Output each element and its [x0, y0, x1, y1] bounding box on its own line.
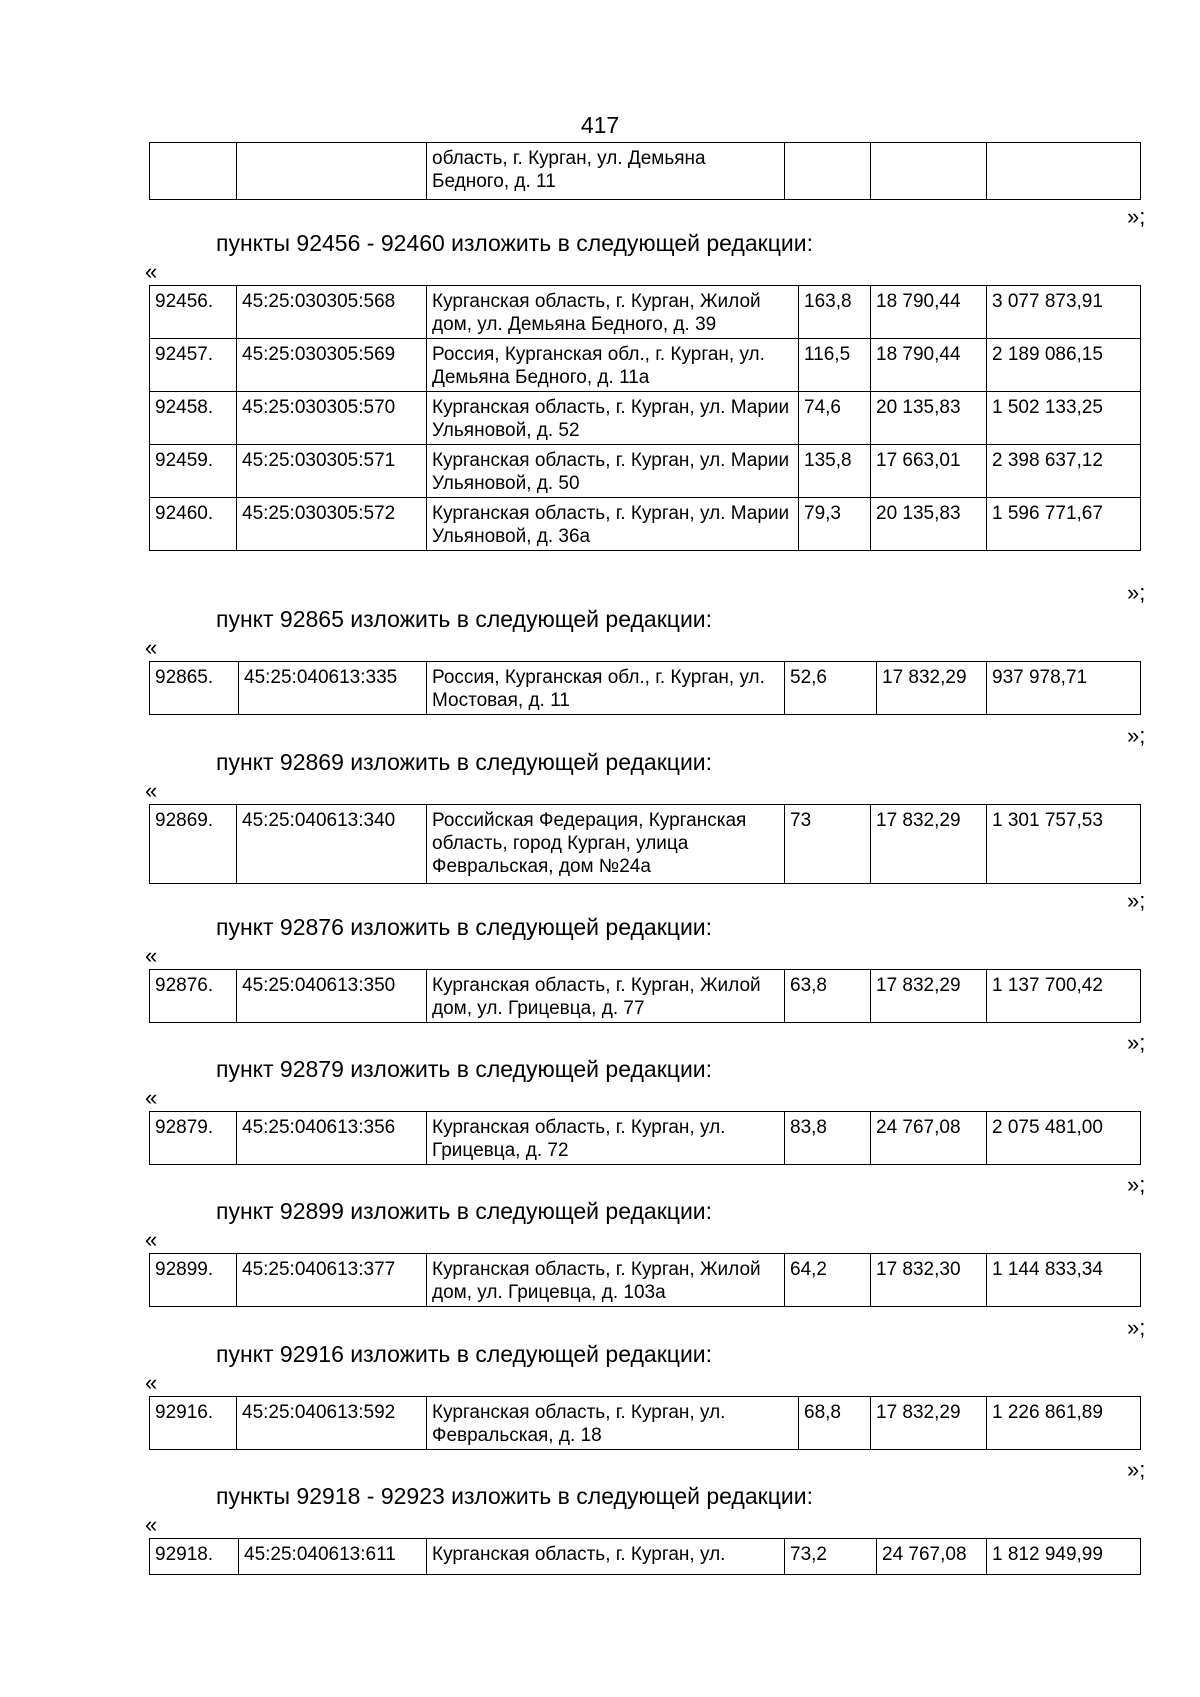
cell-total: 1 502 133,25 — [987, 392, 1141, 445]
cell-price: 17 832,30 — [871, 1254, 987, 1307]
cell-address: Курганская область, г. Курган, Жилой дом, ул. Грицевца, д. 103а — [427, 1254, 785, 1307]
cell-total: 3 077 873,91 — [987, 286, 1141, 339]
table-row — [150, 143, 1141, 200]
cell-area: 63,8 — [785, 970, 871, 1023]
table-row — [150, 1397, 1141, 1450]
cadastral-table — [149, 1111, 1141, 1165]
opening-quote: « — [145, 259, 158, 284]
cell-area: 73,2 — [785, 1539, 877, 1575]
closing-quote: »; — [1127, 580, 1146, 605]
cell-price: 17 832,29 — [871, 1397, 987, 1450]
cell-total: 1 596 771,67 — [987, 498, 1141, 551]
closing-quote: »; — [1127, 1315, 1146, 1340]
cadastral-table — [149, 1396, 1141, 1450]
cell-address: Россия, Курганская обл., г. Курган, ул. Мостовая, д. 11 — [427, 662, 785, 715]
cell-address: Курганская область, г. Курган, Жилой дом, ул. Демьяна Бедного, д. 39 — [427, 286, 799, 339]
cell-address: Курганская область, г. Курган, ул. — [427, 1539, 785, 1575]
closing-quote: »; — [1127, 1457, 1146, 1482]
cell-cadastral: 45:25:040613:350 — [237, 970, 427, 1023]
table-row — [150, 445, 1141, 498]
cell-area: 83,8 — [785, 1112, 871, 1165]
cell-address: Курганская область, г. Курган, ул. Февральская, д. 18 — [427, 1397, 799, 1450]
cell-cadastral: 45:25:040613:356 — [237, 1112, 427, 1165]
cell-number — [150, 143, 237, 200]
closing-quote: »; — [1127, 723, 1146, 748]
cell-price: 20 135,83 — [871, 498, 987, 551]
cell-total: 1 226 861,89 — [987, 1397, 1141, 1450]
cell-address: Россия, Курганская обл., г. Курган, ул. Демьяна Бедного, д. 11а — [427, 339, 799, 392]
cell-price — [871, 143, 987, 200]
cell-number: 92457. — [150, 339, 237, 392]
cell-price: 24 767,08 — [871, 1112, 987, 1165]
section-heading: пункт 92916 изложить в следующей редакции: — [216, 1341, 713, 1367]
cadastral-table — [149, 661, 1141, 715]
closing-quote: »; — [1127, 1030, 1146, 1055]
cell-total: 2 075 481,00 — [987, 1112, 1141, 1165]
cell-number: 92879. — [150, 1112, 237, 1165]
cell-cadastral: 45:25:040613:377 — [237, 1254, 427, 1307]
opening-quote: « — [145, 1085, 158, 1110]
cell-area: 135,8 — [799, 445, 871, 498]
cell-number: 92459. — [150, 445, 237, 498]
table-row — [150, 392, 1141, 445]
closing-quote: »; — [1127, 1172, 1146, 1197]
cell-area: 79,3 — [799, 498, 871, 551]
section-heading: пункт 92876 изложить в следующей редакции: — [216, 914, 713, 940]
section-heading: пункт 92879 изложить в следующей редакции: — [216, 1056, 713, 1082]
section-heading: пункт 92869 изложить в следующей редакции: — [216, 749, 713, 775]
cell-area: 116,5 — [799, 339, 871, 392]
cell-number: 92916. — [150, 1397, 237, 1450]
cell-address: Курганская область, г. Курган, ул. Марии Ульяновой, д. 52 — [427, 392, 799, 445]
cell-area: 68,8 — [799, 1397, 871, 1450]
cell-total: 2 398 637,12 — [987, 445, 1141, 498]
cell-cadastral: 45:25:030305:572 — [237, 498, 427, 551]
opening-quote: « — [145, 943, 158, 968]
cell-cadastral: 45:25:030305:569 — [237, 339, 427, 392]
section-heading: пункт 92899 изложить в следующей редакции: — [216, 1198, 713, 1224]
cell-total: 2 189 086,15 — [987, 339, 1141, 392]
cell-price: 18 790,44 — [871, 339, 987, 392]
cell-area: 73 — [785, 805, 871, 884]
cell-number: 92876. — [150, 970, 237, 1023]
cell-address: Курганская область, г. Курган, Жилой дом, ул. Грицевца, д. 77 — [427, 970, 785, 1023]
cell-total: 1 144 833,34 — [987, 1254, 1141, 1307]
closing-quote: »; — [1127, 204, 1146, 229]
cell-price: 20 135,83 — [871, 392, 987, 445]
cell-total — [987, 143, 1141, 200]
cell-price: 17 832,29 — [871, 970, 987, 1023]
page-number: 417 — [580, 112, 620, 138]
cadastral-table — [149, 804, 1141, 884]
cadastral-table — [149, 1538, 1141, 1575]
closing-quote: »; — [1127, 888, 1146, 913]
table-row — [150, 970, 1141, 1023]
cell-cadastral: 45:25:040613:611 — [239, 1539, 427, 1575]
cell-area — [785, 143, 871, 200]
cell-area: 163,8 — [799, 286, 871, 339]
section-heading: пункты 92918 - 92923 изложить в следующей редакции: — [216, 1483, 813, 1509]
cell-address: Курганская область, г. Курган, ул. Грицевца, д. 72 — [427, 1112, 785, 1165]
opening-quote: « — [145, 635, 158, 660]
table-row — [150, 286, 1141, 339]
table-row — [150, 1254, 1141, 1307]
cell-price: 24 767,08 — [877, 1539, 987, 1575]
opening-quote: « — [145, 1370, 158, 1395]
cell-number: 92918. — [150, 1539, 239, 1575]
cell-area: 74,6 — [799, 392, 871, 445]
table-row — [150, 498, 1141, 551]
cell-address: Российская Федерация, Курганская область, город Курган, улица Февральская, дом №24а — [427, 805, 785, 884]
cadastral-table — [149, 285, 1141, 551]
table-row — [150, 1112, 1141, 1165]
cell-number: 92460. — [150, 498, 237, 551]
cell-cadastral: 45:25:040613:340 — [237, 805, 427, 884]
cell-cadastral: 45:25:030305:568 — [237, 286, 427, 339]
cell-price: 18 790,44 — [871, 286, 987, 339]
cell-cadastral: 45:25:040613:592 — [237, 1397, 427, 1450]
opening-quote: « — [145, 778, 158, 803]
cell-area: 64,2 — [785, 1254, 871, 1307]
cell-price: 17 832,29 — [871, 805, 987, 884]
cell-number: 92865. — [150, 662, 239, 715]
cell-number: 92869. — [150, 805, 237, 884]
cell-address: Курганская область, г. Курган, ул. Марии Ульяновой, д. 50 — [427, 445, 799, 498]
cell-number: 92458. — [150, 392, 237, 445]
cell-price: 17 832,29 — [877, 662, 987, 715]
cell-cadastral: 45:25:030305:570 — [237, 392, 427, 445]
cadastral-table — [149, 1253, 1141, 1307]
cell-cadastral — [237, 143, 427, 200]
cell-price: 17 663,01 — [871, 445, 987, 498]
cell-total: 1 812 949,99 — [987, 1539, 1141, 1575]
cadastral-table — [149, 969, 1141, 1023]
table-row — [150, 339, 1141, 392]
continuation-table — [149, 142, 1141, 200]
opening-quote: « — [145, 1227, 158, 1252]
cell-cadastral: 45:25:030305:571 — [237, 445, 427, 498]
cell-number: 92456. — [150, 286, 237, 339]
section-heading: пункт 92865 изложить в следующей редакции: — [216, 606, 713, 632]
section-heading: пункты 92456 - 92460 изложить в следующей редакции: — [216, 230, 813, 256]
cell-address: Курганская область, г. Курган, ул. Марии Ульяновой, д. 36а — [427, 498, 799, 551]
cell-number: 92899. — [150, 1254, 237, 1307]
table-row — [150, 1539, 1141, 1575]
table-row — [150, 805, 1141, 884]
cell-total: 1 301 757,53 — [987, 805, 1141, 884]
cell-address: область, г. Курган, ул. Демьяна Бедного, д. 11 — [427, 143, 785, 200]
cell-cadastral: 45:25:040613:335 — [239, 662, 427, 715]
cell-total: 937 978,71 — [987, 662, 1141, 715]
table-row — [150, 662, 1141, 715]
cell-total: 1 137 700,42 — [987, 970, 1141, 1023]
opening-quote: « — [145, 1512, 158, 1537]
cell-area: 52,6 — [785, 662, 877, 715]
